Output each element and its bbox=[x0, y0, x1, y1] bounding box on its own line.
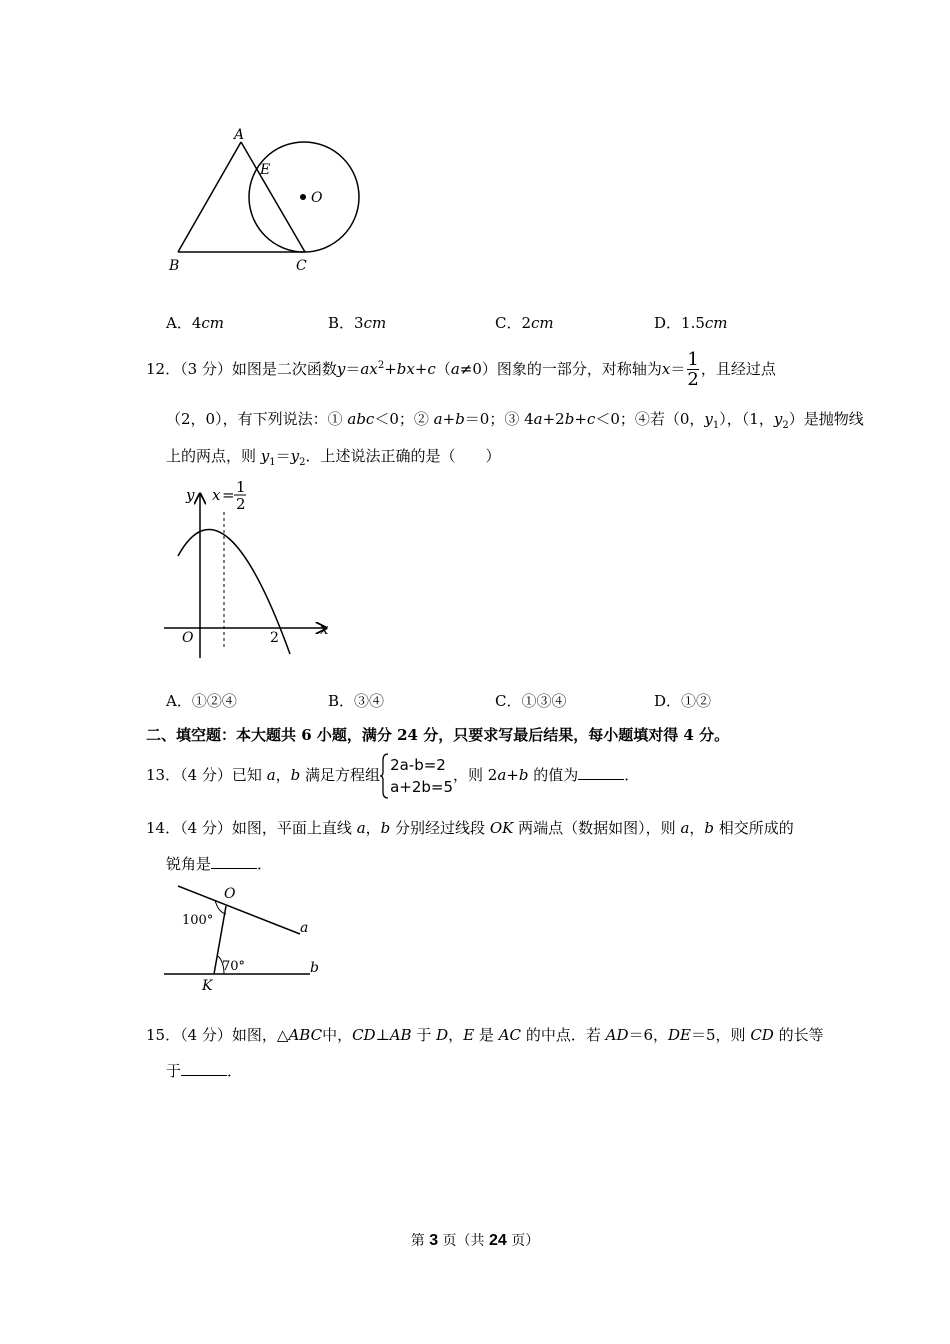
label-o: O bbox=[311, 190, 323, 206]
q12-option-a: A．①②④ bbox=[166, 692, 237, 710]
q12-line1: 12．（3 分）如图是二次函数$y=ax^2+bx+c(a\ne 0)$图象的一部分，对称轴为x＝ $\frac{1}{2}$ ，且经过点 bbox=[146, 349, 776, 390]
section-heading: 二、填空题：本大题共 6 小题，满分 24 分，只要求写最后结果，每小题填对得 4 分。 bbox=[146, 726, 730, 744]
figure-parabola bbox=[160, 478, 340, 668]
center-o-dot bbox=[300, 194, 306, 200]
label-a: A bbox=[234, 127, 245, 143]
q12-line3: 上的两点，则 $y_1=y_2$．上述说法正确的是（ ） bbox=[166, 447, 501, 468]
q11-option-a: A．4cm bbox=[166, 314, 225, 332]
label-e: E bbox=[260, 162, 271, 178]
q14-answer-blank[interactable] bbox=[211, 854, 257, 869]
q12-option-b: B．③④ bbox=[328, 692, 385, 710]
axis-eq-sign: = bbox=[222, 486, 235, 504]
q11-option-d: D．1.5cm bbox=[654, 314, 728, 332]
q12-axis-fraction: $\frac{1}{2}$ bbox=[687, 349, 699, 390]
angle-70: 70° bbox=[222, 959, 246, 974]
x-label: x bbox=[320, 620, 329, 638]
side-ab bbox=[178, 142, 241, 252]
tick-two-label: 2 bbox=[270, 630, 279, 646]
q12-line2: （2，0），有下列说法：① abc＜0；② a+b＝0；③ 4a+2b+c＜0；④若（0，$y_1$），（1，$y_2$）是抛物线 bbox=[166, 410, 864, 431]
q15-line1: 15．（4 分）如图，△ABC中，CD⊥AB 于 D，E 是 AC 的中点．若 AD＝6，DE＝5，则 CD 的长等 bbox=[146, 1026, 824, 1044]
axis-frac-den: 2 bbox=[236, 495, 246, 513]
q13-brace bbox=[380, 752, 390, 800]
q12-option-c: C．①③④ bbox=[495, 692, 567, 710]
q12-option-d: D．①② bbox=[654, 692, 712, 710]
q13-line: 13．（4 分）已知 a，b 满足方程组 2a-b=2 a+2b=5 ，则 2a+b 的值为 ． bbox=[146, 752, 639, 800]
angle-100: 100° bbox=[182, 913, 214, 928]
label-k: K bbox=[202, 978, 213, 994]
q15-line2: 于 ． bbox=[166, 1062, 243, 1080]
figure-triangle-circle bbox=[160, 120, 380, 280]
axis-frac-num: 1 bbox=[236, 478, 246, 496]
label-c: C bbox=[296, 258, 307, 274]
q15-answer-blank[interactable] bbox=[181, 1061, 227, 1076]
page-footer: 第 3 页（共 24 页） bbox=[410, 1232, 540, 1249]
q14-line2: 锐角是 ． bbox=[166, 855, 273, 873]
label-b: B bbox=[169, 258, 180, 274]
label-o: O bbox=[224, 886, 236, 902]
y-label: y bbox=[186, 486, 195, 504]
q13-equation-system: 2a-b=2 a+2b=5 bbox=[390, 756, 453, 796]
q11-option-b: B．3cm bbox=[328, 314, 387, 332]
figure-lines-angles bbox=[160, 876, 335, 996]
q11-option-c: C．2cm bbox=[495, 314, 554, 332]
label-a: a bbox=[300, 920, 309, 936]
origin-label: O bbox=[182, 630, 194, 646]
label-b: b bbox=[310, 960, 319, 976]
axis-eq-x: x bbox=[212, 486, 221, 504]
q13-answer-blank[interactable] bbox=[578, 765, 624, 780]
q14-line1: 14．（4 分）如图，平面上直线 a，b 分别经过线段 OK 两端点（数据如图），则 a，b 相交所成的 bbox=[146, 819, 794, 837]
side-ac bbox=[241, 142, 305, 252]
